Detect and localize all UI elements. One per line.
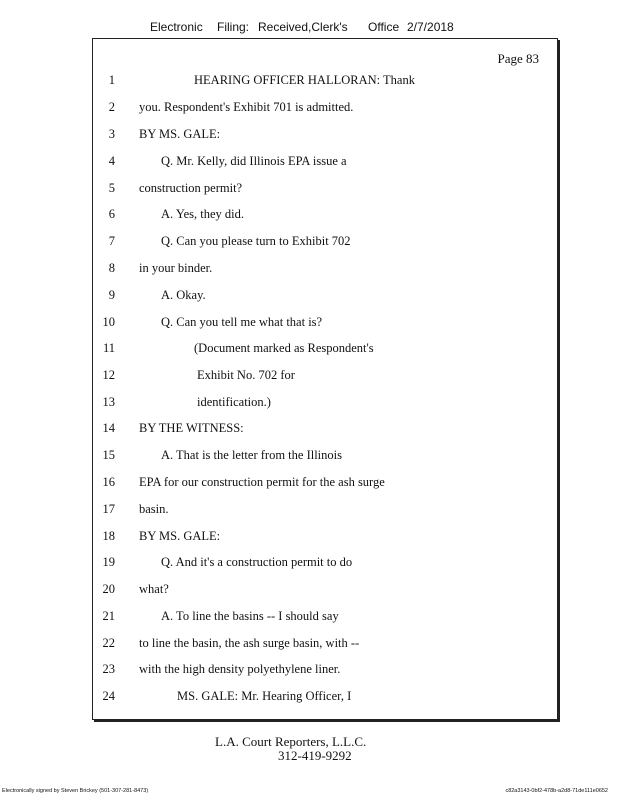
reporter-company: L.A. Court Reporters, L.L.C. — [215, 734, 367, 749]
transcript-line — [93, 181, 557, 201]
line-number: 24 — [102, 689, 115, 703]
transcript-line — [93, 475, 557, 495]
line-text: Exhibit No. 702 for — [197, 368, 295, 382]
line-number: 23 — [102, 662, 115, 676]
header-office: Office — [368, 20, 400, 34]
reporter-phone: 312-419-9292 — [278, 748, 352, 763]
line-number: 15 — [102, 448, 115, 462]
line-number: 12 — [102, 368, 115, 382]
line-text: BY MS. GALE: — [139, 529, 221, 543]
line-number: 18 — [102, 529, 115, 543]
page-number: Page 83 — [497, 51, 539, 66]
transcript-line — [93, 636, 557, 656]
line-text: what? — [139, 582, 169, 596]
line-number: 3 — [108, 127, 115, 141]
line-number: 14 — [102, 421, 115, 435]
document-hash: c82a3143-0bf2-478b-a2d8-71de111e0652 — [505, 788, 608, 794]
line-number: 6 — [108, 207, 115, 221]
line-number: 2 — [108, 100, 115, 114]
transcript-line — [93, 502, 557, 522]
line-text: Q. And it's a construction permit to do — [161, 555, 353, 569]
transcript-line — [93, 529, 557, 549]
line-text: MS. GALE: Mr. Hearing Officer, I — [177, 689, 352, 703]
transcript-line — [93, 127, 557, 147]
line-number: 16 — [102, 475, 115, 489]
line-text: A. Okay. — [161, 288, 206, 302]
line-number: 8 — [108, 261, 115, 275]
transcript-line — [93, 609, 557, 629]
line-number: 9 — [108, 288, 115, 302]
line-number: 17 — [102, 502, 115, 516]
line-text: HEARING OFFICER HALLORAN: Thank — [194, 73, 415, 87]
transcript-line — [93, 368, 557, 388]
line-number: 21 — [102, 609, 115, 623]
line-text: BY THE WITNESS: — [139, 421, 244, 435]
transcript-line — [93, 421, 557, 441]
header-received: Received,Clerk's — [258, 20, 348, 34]
transcript-line — [93, 261, 557, 281]
line-text: Q. Can you tell me what that is? — [161, 315, 323, 329]
transcript-line — [93, 395, 557, 415]
transcript-line — [93, 555, 557, 575]
transcript-line — [93, 100, 557, 120]
line-number: 5 — [108, 181, 115, 195]
line-text: identification.) — [197, 395, 271, 409]
transcript-line — [93, 234, 557, 254]
transcript-line — [93, 154, 557, 174]
line-number: 22 — [102, 636, 115, 650]
line-number: 4 — [108, 154, 115, 168]
line-number: 7 — [108, 234, 115, 248]
transcript-line — [93, 315, 557, 335]
header-electronic: Electronic — [150, 20, 203, 34]
line-number: 1 — [108, 73, 115, 87]
line-text: basin. — [139, 502, 169, 516]
header-date: 2/7/2018 — [407, 20, 454, 34]
line-number: 20 — [102, 582, 115, 596]
line-text: A. That is the letter from the Illinois — [161, 448, 342, 462]
transcript-line — [93, 73, 557, 93]
line-number: 19 — [102, 555, 115, 569]
line-text: you. Respondent's Exhibit 701 is admitted. — [139, 100, 354, 114]
transcript-line — [93, 662, 557, 682]
line-number: 10 — [102, 315, 115, 329]
transcript-line — [93, 582, 557, 602]
line-text: A. To line the basins -- I should say — [161, 609, 339, 623]
transcript-line — [93, 689, 557, 709]
transcript-line — [93, 288, 557, 308]
transcript-line — [93, 448, 557, 468]
line-text: Q. Mr. Kelly, did Illinois EPA issue a — [161, 154, 347, 168]
line-text: in your binder. — [139, 261, 213, 275]
line-number: 11 — [102, 341, 115, 355]
line-text: (Document marked as Respondent's — [194, 341, 374, 355]
line-text: to line the basin, the ash surge basin, with -- — [139, 636, 360, 650]
line-text: construction permit? — [139, 181, 243, 195]
line-text: BY MS. GALE: — [139, 127, 221, 141]
electronic-signature: Electronically signed by Steven Brickey (501-307-281-8473) — [2, 788, 149, 794]
transcript-line — [93, 207, 557, 227]
header-filing: Filing: — [217, 20, 250, 34]
line-text: EPA for our construction permit for the ash surge — [139, 475, 385, 489]
line-text: A. Yes, they did. — [161, 207, 244, 221]
line-text: with the high density polyethylene liner. — [139, 662, 341, 676]
transcript-page — [92, 38, 558, 720]
line-text: Q. Can you please turn to Exhibit 702 — [161, 234, 351, 248]
transcript-line — [93, 341, 557, 361]
line-number: 13 — [102, 395, 115, 409]
